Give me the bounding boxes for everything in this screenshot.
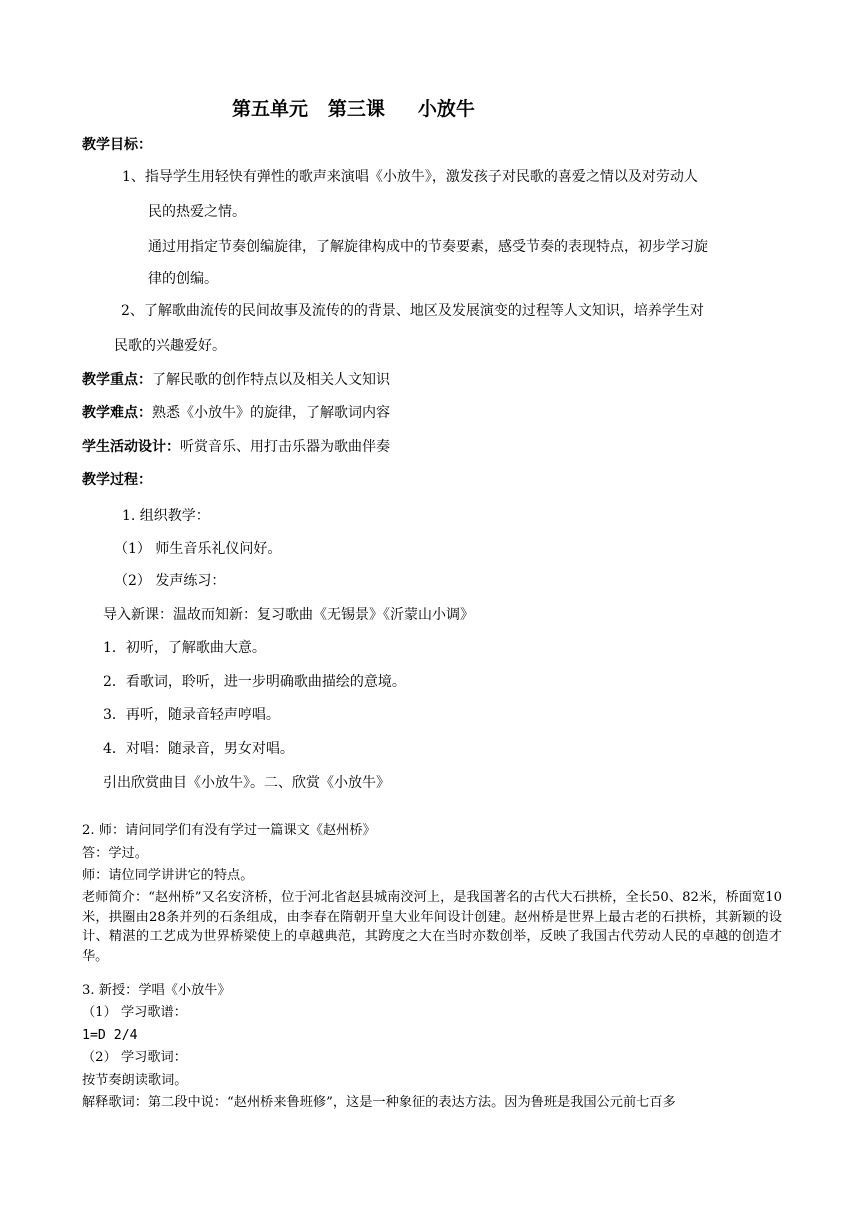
part2-teacher: 师：请位同学讲讲它的特点。 [82,868,254,883]
process-item-1: 1．初听，了解歌曲大意。 [103,640,266,656]
difficulty-text: 熟悉《小放牛》的旋律，了解歌词内容 [152,405,390,421]
goal-1-line-2: 民的热爱之情。 [148,204,246,220]
difficulty-label: 教学难点： [82,405,152,421]
process-item-4: 4．对唱：随录音，男女对唱。 [103,741,294,757]
activity-row [82,438,390,456]
process-lead: 引出欣赏曲目《小放牛》。二、欣赏《小放牛》 [103,775,390,791]
part3-sub-1: （1） 学习歌谱： [82,1005,187,1020]
process-step-3: （2） 发声练习： [114,573,226,589]
part3-heading: 3. 新授：学唱《小放牛》 [82,983,231,998]
process-step-1: 1. 组织教学： [122,508,210,524]
process-label: 教学过程： [82,472,152,488]
goals-label: 教学目标： [82,137,152,153]
goal-1-line-1: 1、指导学生用轻快有弹性的歌声来演唱《小放牛》，激发孩子对民歌的喜爱之情以及对劳动人 [122,169,698,185]
goal-2-line-1: 2、了解歌曲流传的民间故事及流传的的背景、地区及发展演变的过程等人文知识，培养学生对 [121,303,704,319]
part3-read: 按节奏朗读歌词。 [82,1073,188,1088]
part3-explain: 解释歌词：第二段中说：“赵州桥来鲁班修”，这是一种象征的表达方法。因为鲁班是我国公元前七百多 [82,1095,676,1110]
goal-1-line-4: 律的创编。 [148,271,218,287]
goal-1-line-3: 通过用指定节奏创编旋律，了解旋律构成中的节奏要素，感受节奏的表现特点，初步学习旋 [148,239,708,255]
part2-question: 2. 师：请问同学们有没有学过一篇课文《赵州桥》 [82,823,376,838]
process-item-3: 3．再听，随录音轻声哼唱。 [103,707,280,723]
focus-text: 了解民歌的创作特点以及相关人文知识 [152,372,390,388]
part2-intro-paragraph: 老师简介：“赵州桥”又名安济桥，位于河北省赵县城南洨河上，是我国著名的古代大石拱桥，全长50、82米，桥面宽10米，拱圈由28条并列的石条组成，由李春在隋朝开皇大业年间设计创建。赵州桥是世界上最古老的石拱桥，其新颖的设计、精湛的工艺成为世界桥梁使上的卓越典范，其跨度之大在当时亦数创举，反映了我国古代劳动人民的卓越的创造才华。 [82,890,782,964]
activity-text: 听赏音乐、用打击乐器为歌曲伴奏 [180,439,390,455]
process-step-2: （1） 师生音乐礼仪问好。 [114,541,282,557]
process-intro: 导入新课：温故而知新：复习歌曲《无锡景》《沂蒙山小调》 [103,607,474,623]
song-key: 1=D 2/4 [82,1028,138,1043]
part2-answer: 答：学过。 [82,846,148,861]
focus-label: 教学重点： [82,372,152,388]
difficulty-row [82,404,390,422]
part3-sub-2: （2） 学习歌词： [82,1050,187,1065]
activity-label: 学生活动设计： [82,439,180,455]
process-item-2: 2．看歌词，聆听，进一步明确歌曲描绘的意境。 [103,674,406,690]
goal-2-line-2: 民歌的兴趣爱好。 [114,338,226,354]
focus-row [82,371,390,389]
page-title: 第五单元 第三课 小放牛 [232,98,475,120]
